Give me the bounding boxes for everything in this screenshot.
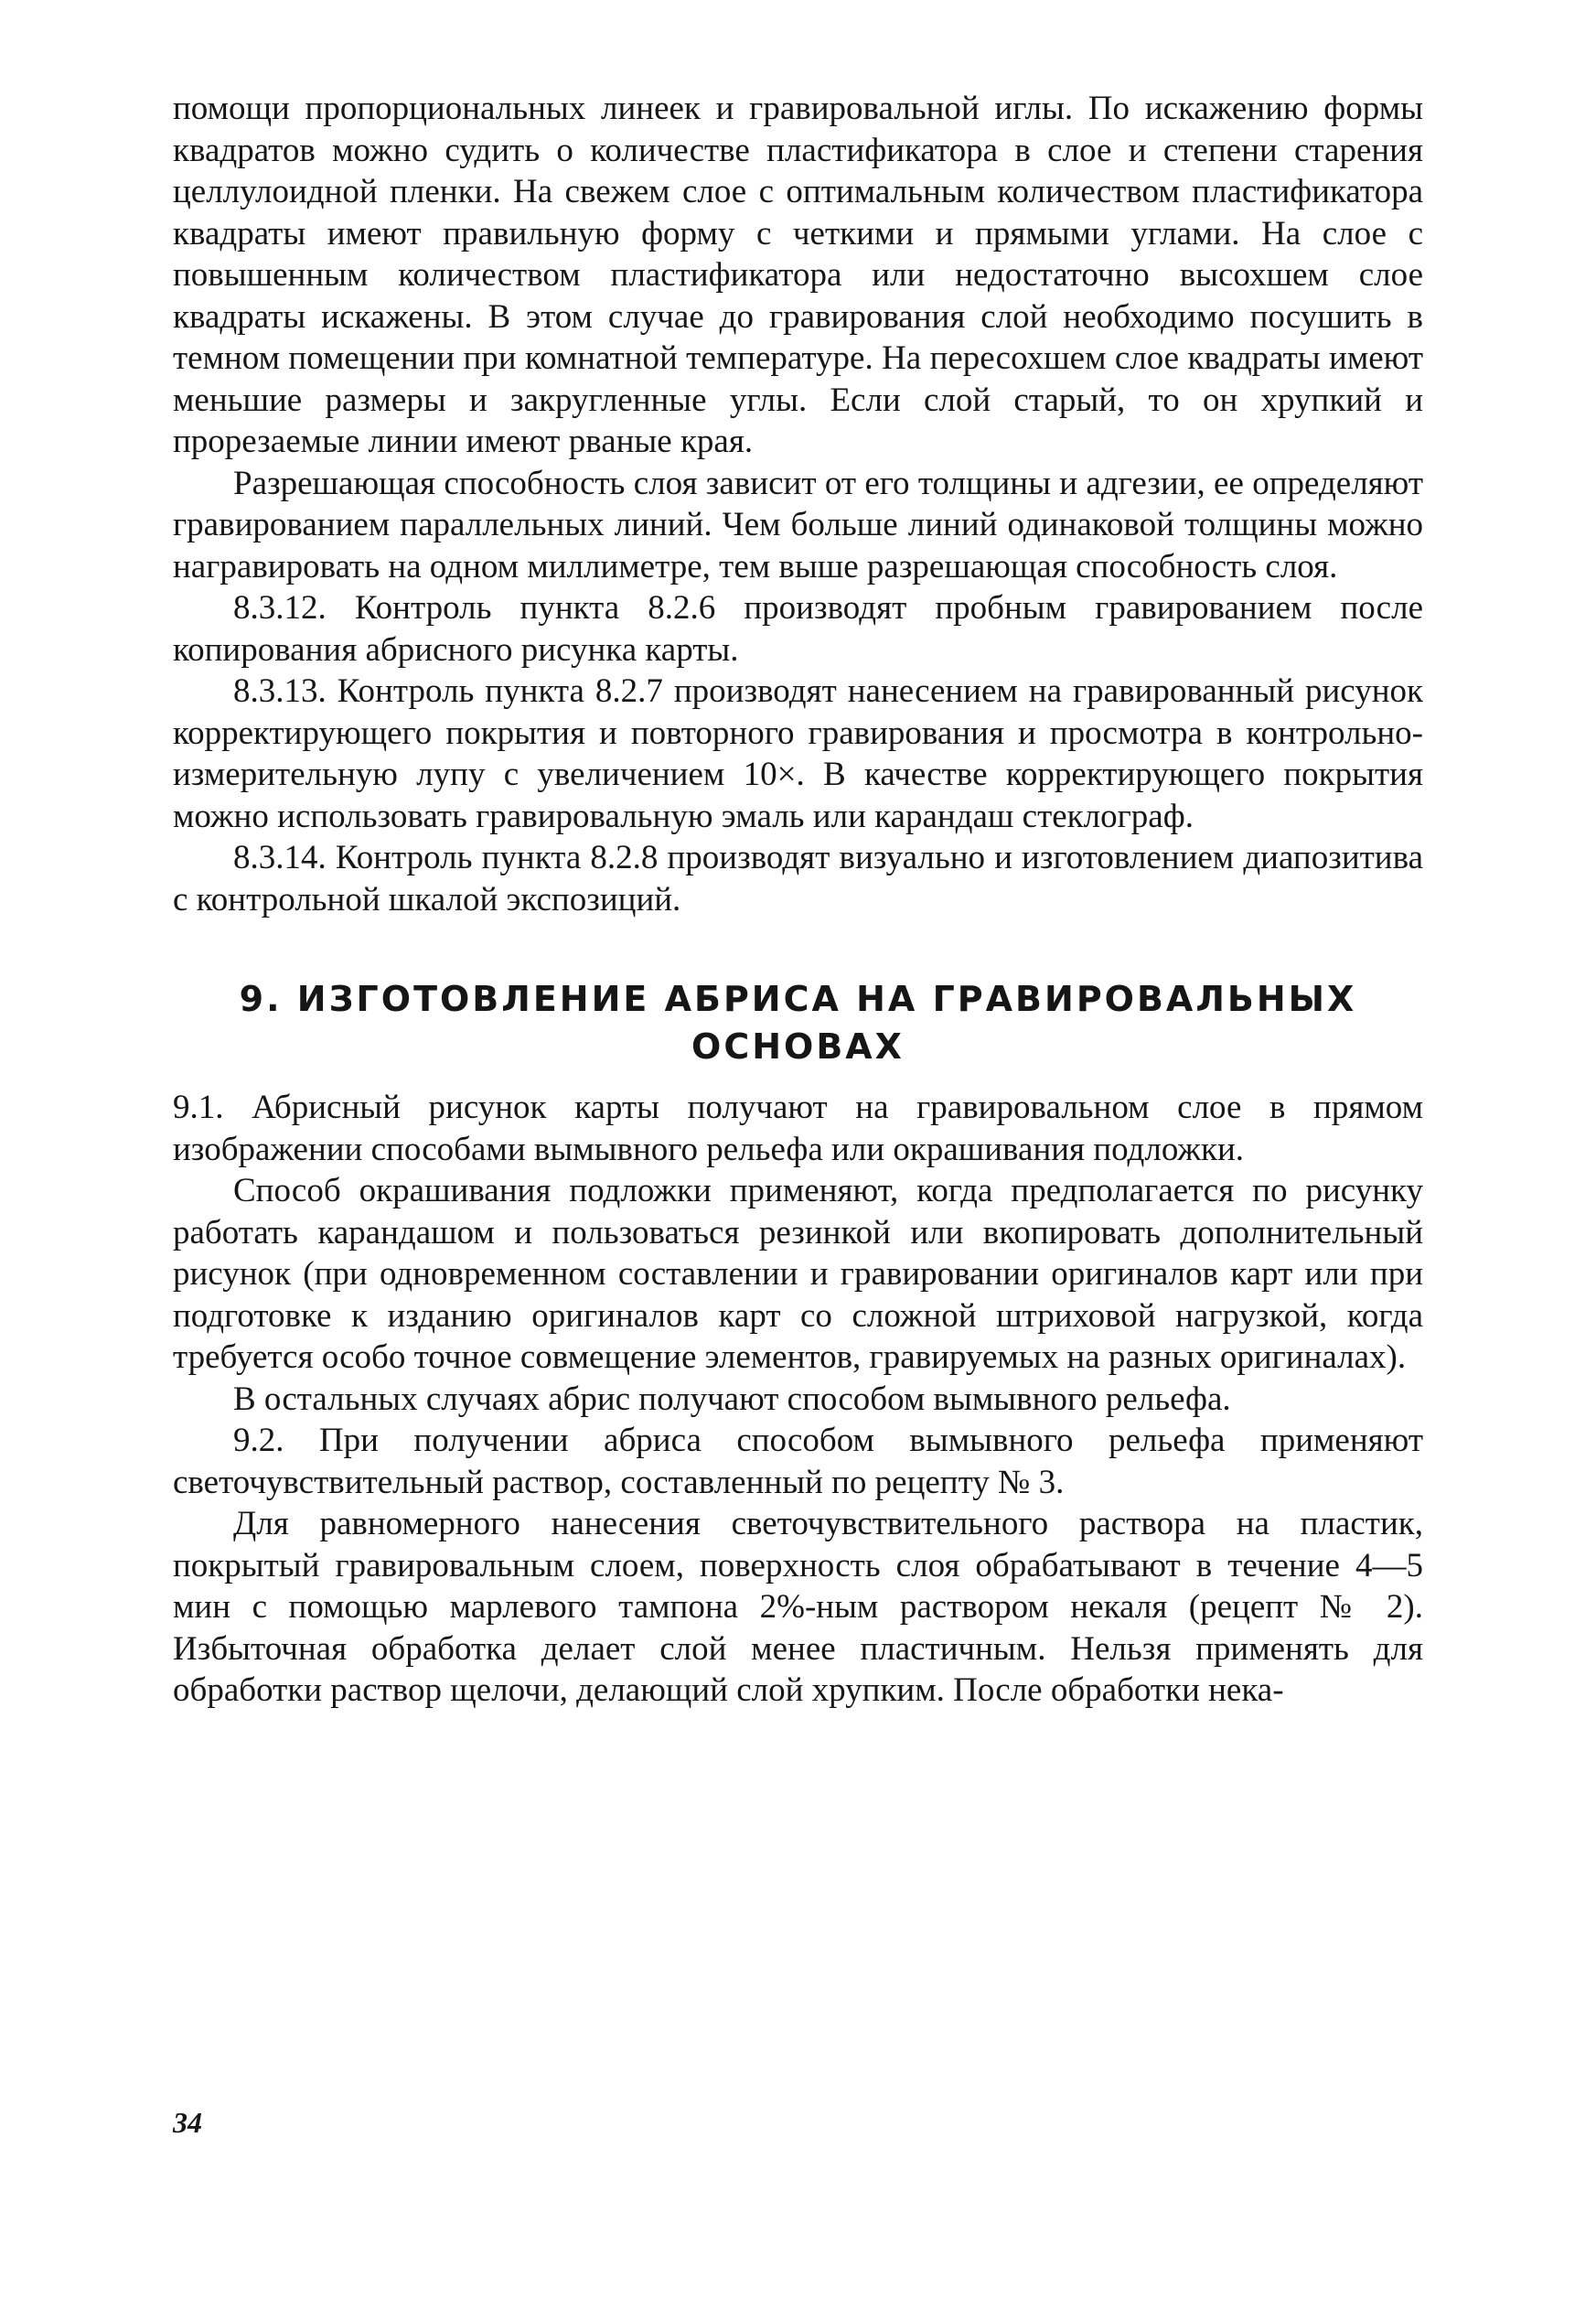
paragraph-other-cases: В остальных случаях абрис получают способом вымывного рельефа.: [233, 1380, 1231, 1418]
section-heading-line-1: 9. ИЗГОТОВЛЕНИЕ АБРИСА НА ГРАВИРОВАЛЬНЫХ: [239, 979, 1357, 1019]
paragraph-9-2: 9.2. При получении абриса способом вымывного рельефа применяют светочувствительный раствор, составленный по рецепту № 3.: [173, 1422, 1423, 1501]
paragraph-coloring-method: Способ окрашивания подложки применяют, когда предполагается по рисунку работать карандашом и пользоваться резинкой или вкопировать дополнительный рисунок (при одновременном составлении и гравировании оригиналов карт или при подготовке к изданию оригиналов карт со сложной штриховой нагрузкой, когда требуется особо точное совмещение элементов, гравируемых на разных оригиналах).: [173, 1172, 1423, 1376]
page-number: 34: [173, 2106, 202, 2139]
paragraph-8-3-13: 8.3.13. Контроль пункта 8.2.7 производят нанесением на гравированный рисунок корректирующего покрытия и повторного гравирования и просмотра в контрольно-измерительную лупу с увеличением 10×. В качестве корректирующего покрытия можно использовать гравировальную эмаль или карандаш стеклограф.: [173, 672, 1423, 835]
paragraph-resolution: Разрешающая способность слоя зависит от его толщины и адгезии, ее определяют гравированием параллельных линий. Чем больше линий одинаковой толщины можно награвировать на одном миллиметре, тем выше разрешающая способность слоя.: [173, 464, 1423, 585]
section-heading-line-2: ОСНОВАХ: [691, 1026, 905, 1067]
paragraph-8-3-14: 8.3.14. Контроль пункта 8.2.8 производят визуально и изготовлением диапозитива с контрольной шкалой экспозиций.: [173, 839, 1423, 918]
paragraph-uniform-coating: Для равномерного нанесения светочувствительного раствора на пластик, покрытый гравировальным слоем, поверхность слоя обрабатывают в течение 4—5 мин с помощью марлевого тампона 2%-ным раствором некаля (рецепт № 2). Избыточная обработка делает слой менее пластичным. Нельзя применять для обработки раствор щелочи, делающий слой хрупким. После обработки нека-: [173, 1505, 1423, 1709]
paragraph-8-3-12: 8.3.12. Контроль пункта 8.2.6 производят пробным гравированием после копирования абрисного рисунка карты.: [173, 589, 1423, 669]
paragraph-9-1: 9.1. Абрисный рисунок карты получают на гравировальном слое в прямом изображении способами вымывного рельефа или окрашивания подложки.: [173, 1089, 1423, 1168]
page-content: [173, 88, 1423, 1712]
paragraph-continuation: помощи пропорциональных линеек и гравировальной иглы. По искажению формы квадратов можно судить о количестве пластификатора в слое и степени старения целлулоидной пленки. На свежем слое с оптимальным количеством пластификатора квадраты имеют правильную форму с четкими и прямыми углами. На слое с повышенным количеством пластификатора или недостаточно высохшем слое квадраты искажены. В этом случае до гравирования слой необходимо посушить в темном помещении при комнатной температуре. На пересохшем слое квадраты имеют меньшие размеры и закругленные углы. Если слой старый, то он хрупкий и прорезаемые линии имеют рваные края.: [173, 90, 1423, 460]
section-heading: [173, 975, 1423, 1070]
